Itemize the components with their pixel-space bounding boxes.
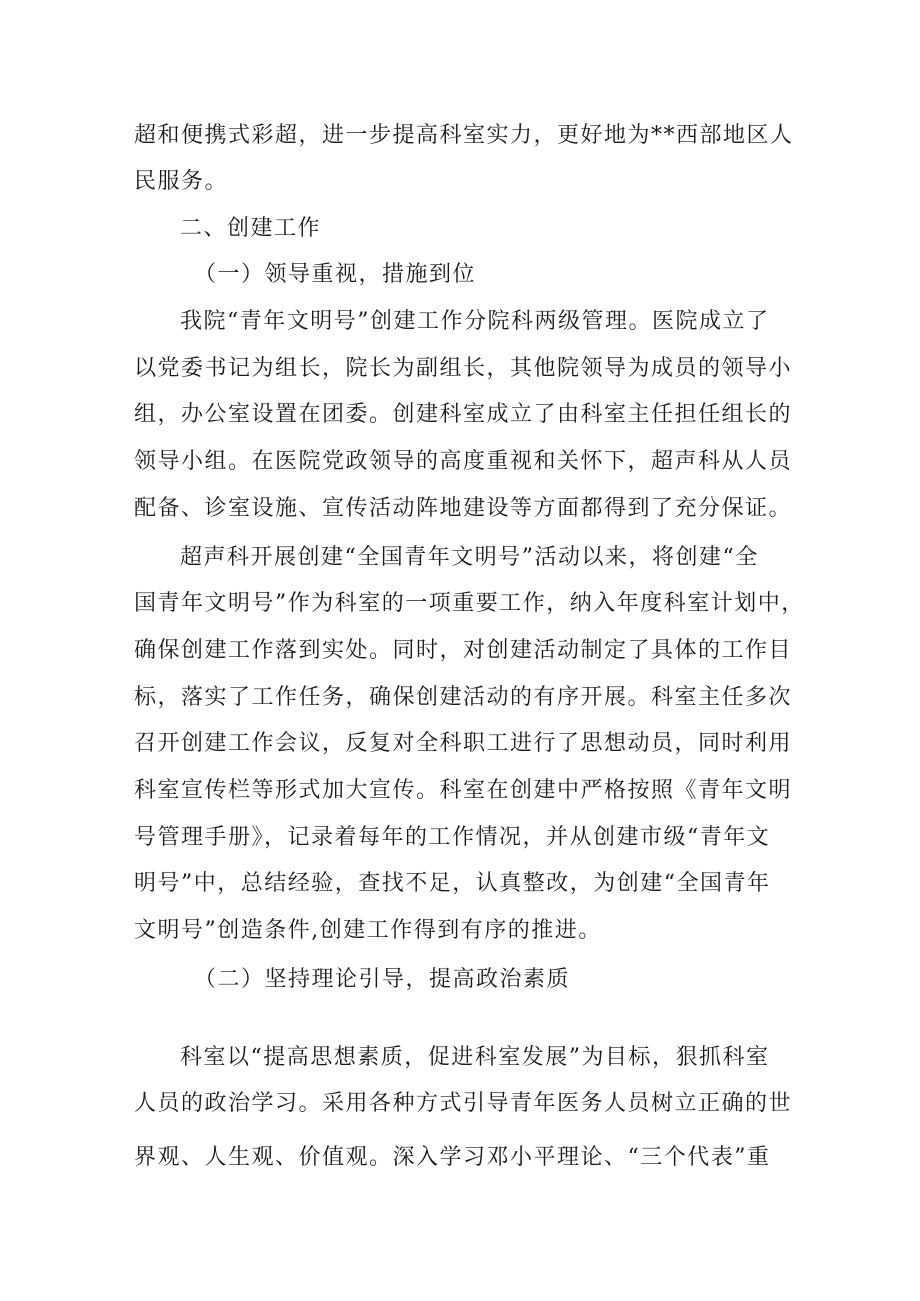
paragraph-line: 明号”中，总结经验，查找不足，认真整改，为创建“全国青年: [134, 871, 771, 896]
paragraph-line: 以党委书记为组长，院长为副组长，其他院领导为成员的领导小: [134, 356, 793, 381]
paragraph-line: 科室宣传栏等形式加大宣传。科室在创建中严格按照《青年文明: [134, 778, 793, 803]
section-heading: 二、创建工作: [180, 216, 322, 241]
subsection-heading: （一）领导重视，措施到位: [194, 262, 477, 287]
paragraph-line: 界观、人生观、价值观。深入学习邓小平理论、“三个代表”重: [134, 1145, 771, 1170]
paragraph-line: 号管理手册》，记录着每年的工作情况，并从创建市级“青年文: [134, 825, 771, 850]
text-line: 超和便携式彩超，进一步提高科室实力，更好地为**西部地区人: [134, 123, 794, 148]
paragraph-line: 人员的政治学习。采用各种方式引导青年医务人员树立正确的世: [134, 1091, 793, 1116]
paragraph-line: 文明号”创造条件,创建工作得到有序的推进。: [134, 918, 602, 943]
paragraph-line: 组，办公室设置在团委。创建科室成立了由科室主任担任组长的: [134, 402, 793, 427]
paragraph-line: 召开创建工作会议，反复对全科职工进行了思想动员，同时利用: [134, 731, 793, 756]
paragraph-line: 标，落实了工作任务，确保创建活动的有序开展。科室主任多次: [134, 685, 793, 710]
paragraph-line: 我院“青年文明号”创建工作分院科两级管理。医院成立了: [180, 309, 770, 334]
paragraph-line: 领导小组。在医院党政领导的高度重视和关怀下，超声科从人员: [134, 449, 793, 474]
paragraph-line: 国青年文明号”作为科室的一项重要工作，纳入年度科室计划中，: [134, 591, 805, 616]
text-line: 民服务。: [134, 169, 229, 194]
paragraph-line: 科室以“提高思想素质，促进科室发展”为目标，狠抓科室: [180, 1045, 770, 1070]
paragraph-line: 配备、诊室设施、宣传活动阵地建设等方面都得到了充分保证。: [134, 496, 793, 521]
subsection-heading: （二）坚持理论引导，提高政治素质: [194, 967, 571, 992]
paragraph-line: 确保创建工作落到实处。同时，对创建活动制定了具体的工作目: [134, 638, 793, 663]
paragraph-line: 超声科开展创建“全国青年文明号”活动以来，将创建“全: [180, 545, 759, 570]
